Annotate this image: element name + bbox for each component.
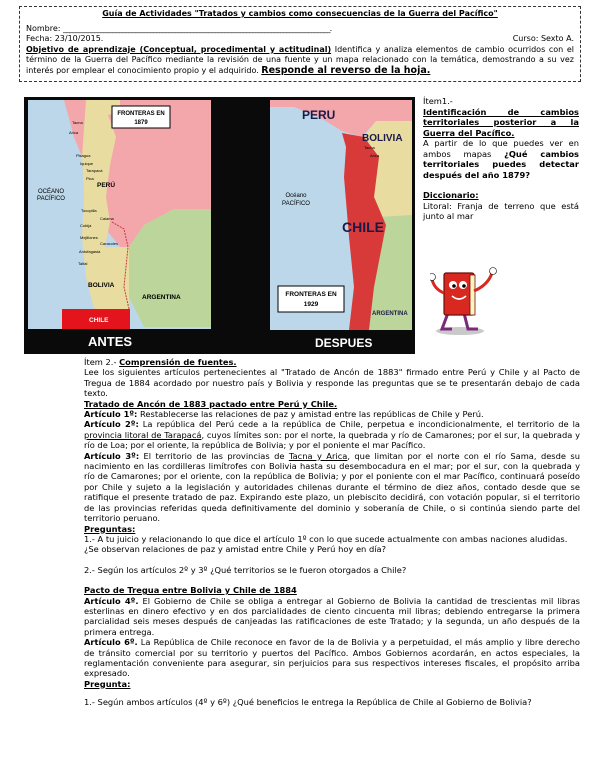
item2-section bbox=[84, 357, 580, 708]
city-calama-left: Calama bbox=[100, 216, 114, 221]
ocean-label-left-2: PACÍFICO bbox=[37, 196, 65, 202]
city-mejillones-left: Mejillones bbox=[80, 235, 98, 240]
article-3-label: Artículo 3º: bbox=[84, 450, 140, 461]
name-row bbox=[26, 24, 574, 35]
map-1929 bbox=[270, 100, 412, 352]
city-tacna-left: Tacna bbox=[72, 120, 83, 125]
peru-label-right: PERU bbox=[302, 108, 336, 122]
article-4-text: El Gobierno de Chile se obliga a entregar al Gobierno de Bolivia la cantidad de trescientas mil libras esterlinas en dinero efectivo y en dos parcialidades de ciento cincuenta mil libras; debiendo entregarse la primera parcialidad seis meses después de canjeadas las ratificaciones de este Tratado; y la segunda, un año después de la primera entrega. bbox=[84, 595, 581, 637]
item2-heading: Comprensión de fuentes. bbox=[119, 357, 237, 367]
worksheet-title: Guía de Actividades "Tratados y cambios como consecuencias de la Guerra del Pacífico" bbox=[102, 9, 498, 18]
frontier-1929-year: 1929 bbox=[303, 301, 319, 308]
peru-label-left: PERÚ bbox=[97, 182, 116, 189]
bolivia-label-left: BOLIVIA bbox=[88, 282, 115, 289]
map-1879 bbox=[28, 100, 211, 352]
objective-text: Identifica y analiza elementos de cambio ocurridos con el término de la Guerra del Pacífico mediante la revisión de una fuente y un mapa relacionado con la temática, demostrando a su vez interés por emplear el conocimiento propio y el adquirido. bbox=[26, 44, 574, 75]
article-3-text-b: , que limitan por el norte con el río Sama, desde su nacimiento en las cordilleras limítrofes con Bolivia hasta su desembocadura en el mar; por el sur, con la quebrada y río de Camarones; por el oriente, con la república de Bolivia; y por el poniente con el mar Pacífico, continuará poseído por Chile y sujeto a la legislación y autoridades chilenas durante el término de diez años, contado desde que se ratifique el presente tratado de paz. Expirando este plazo, un plebiscito decidirá, con votación popular, si el territorio de las provincias referidas queda definitivamente del dominio y soberanía de Chile, o si continúa siendo parte del territorio peruano. bbox=[84, 450, 581, 524]
item2-intro: Lee los siguientes artículos pertenecientes al "Tratado de Ancón de 1883" firmado entre Perú y Chile y al Pacto de Tregua de 1884 acordado por nuestro país y Bolivia y responde las preguntas que se te presentarán debajo de cada texto. bbox=[84, 367, 580, 399]
course-label: Curso: Sexto A. bbox=[512, 34, 574, 44]
question-1: 1.- A tu juicio y relacionando lo que dice el artículo 1º con lo que sucede actualmente con ambas naciones aludidas. ¿Se observan relaciones de paz y amistad entre Chile y Perú hoy en día? bbox=[84, 533, 568, 555]
city-tarapaca-left: Tarapacá bbox=[86, 168, 103, 173]
article-4-label: Artículo 4º. bbox=[84, 595, 139, 606]
ocean-label-left-1: OCÉANO bbox=[37, 189, 65, 195]
article-3-text-a: El territorio de las provincias de bbox=[139, 450, 289, 461]
item2-heading-line bbox=[84, 357, 580, 367]
argentina-label-left: ARGENTINA bbox=[142, 294, 181, 301]
preguntas-label: Preguntas: bbox=[84, 523, 136, 534]
city-cobija-left: Cobija bbox=[80, 223, 92, 228]
ocean-label-right-1: Océano bbox=[285, 193, 307, 199]
maps-svg bbox=[24, 97, 415, 354]
maps-figure bbox=[24, 97, 415, 354]
article-2-text-b: , cuyos límites son: por el norte, la quebrada y río de Camarones; por el sur, la quebrada y río de Loa; por el oriente, la república de Bolivia; y por el poniente el mar Pacífico. bbox=[84, 429, 580, 451]
item1-heading: Identificación de cambios territoriales posterior a la Guerra del Pacífico. bbox=[423, 106, 579, 138]
article-1 bbox=[84, 409, 580, 419]
activity-header bbox=[19, 6, 581, 82]
bolivia-label-right: BOLIVIA bbox=[362, 133, 403, 144]
question-3: 1.- Según ambos artículos (4º y 6º) ¿Qué beneficios le entrega la República de Chile al Gobierno de Bolivia? bbox=[84, 697, 532, 708]
item1-question: ¿Qué cambios territoriales puedes detectar después del año 1879? bbox=[423, 148, 579, 180]
name-label: Nombre: bbox=[26, 23, 61, 33]
tratado-title: Tratado de Ancón de 1883 pactado entre Perú y Chile. bbox=[84, 398, 338, 409]
item1-label: Ítem1.- bbox=[423, 96, 453, 106]
city-caracoles-left: Caracoles bbox=[100, 241, 119, 246]
ocean-label-right-2: PACÍFICO bbox=[282, 201, 310, 207]
article-2 bbox=[84, 419, 580, 450]
city-iquique-left: Iquique bbox=[80, 161, 94, 166]
respond-instruction: Responde al reverso de la hoja. bbox=[261, 64, 431, 76]
chile-label-left: CHILE bbox=[89, 317, 109, 324]
city-tacna-right: Tacna bbox=[364, 145, 375, 150]
item1-column bbox=[423, 96, 579, 222]
argentina-label-right: ARGENTINA bbox=[372, 311, 408, 317]
article-3 bbox=[84, 451, 580, 524]
frontier-1879-label: FRONTERAS EN bbox=[117, 111, 165, 117]
article-6 bbox=[84, 637, 580, 679]
article-2-text-a: La república del Perú cede a la república de Chile, perpetua e incondicionalmente, el territorio de la bbox=[138, 419, 580, 430]
tacna-arica-link[interactable]: Tacna y Arica bbox=[288, 450, 348, 461]
city-tocopilla-left: Tocopilla bbox=[81, 208, 97, 213]
item1-instruction bbox=[423, 138, 579, 180]
objective-paragraph bbox=[26, 45, 574, 77]
objective-label: Objetivo de aprendizaje (Conceptual, procedimental y actitudinal) bbox=[26, 44, 332, 54]
article-2-label: Artículo 2º: bbox=[84, 419, 139, 430]
frontier-box-1929 bbox=[278, 286, 344, 312]
city-taltal-left: Taltal bbox=[78, 261, 88, 266]
article-6-label: Artículo 6º. bbox=[84, 637, 138, 648]
date-course-row bbox=[26, 34, 574, 45]
city-pica-left: Pica bbox=[86, 176, 94, 181]
name-line: ______________________________________________________________________________________. bbox=[63, 23, 332, 33]
despues-label: DESPUES bbox=[315, 336, 373, 350]
pacto-title: Pacto de Tregua entre Bolivia y Chile de 1884 bbox=[84, 585, 297, 596]
city-antofagasta-left: Antofagasta bbox=[79, 249, 101, 254]
frontier-1929-label: FRONTERAS EN bbox=[285, 291, 337, 298]
question-2: 2.- Según los artículos 2º y 3º ¿Qué territorios se le fueron otorgados a Chile? bbox=[84, 564, 407, 575]
chile-label-right: CHILE bbox=[342, 219, 384, 235]
date-label: Fecha: 23/10/2015. bbox=[26, 34, 104, 44]
article-4 bbox=[84, 596, 580, 638]
frontier-1879-year: 1879 bbox=[134, 120, 148, 126]
article-6-text: La República de Chile reconoce en favor de la de Bolivia y a perpetuidad, el más amplio y libre derecho de tránsito comercial por su territorio y puertos del Pacífico. Ambos Gobiernos acordarán, en actos especiales, la reglamentación conveniente para asegurar, sin perjuicios para sus respectivos intereses fiscales, el propósito arriba expresado. bbox=[84, 637, 580, 679]
item2-label: Ítem 2.- bbox=[84, 357, 120, 367]
dictionary-label: Diccionario: bbox=[423, 190, 479, 200]
tarapaca-link[interactable]: provincia litoral de Tarapacá bbox=[84, 429, 202, 440]
city-arica-right: Arica bbox=[370, 153, 380, 158]
antes-label: ANTES bbox=[88, 334, 133, 349]
dictionary-text: Litoral: Franja de terreno que está junto al mar bbox=[423, 200, 579, 221]
city-arica-left: Arica bbox=[69, 130, 79, 135]
item1-text: A partir de lo que puedes ver en ambos mapas bbox=[423, 138, 579, 159]
article-1-text: Restablecerse las relaciones de paz y amistad entre las repúblicas de Chile y Perú. bbox=[137, 409, 484, 420]
city-pisagua-left: Pisagua bbox=[76, 153, 91, 158]
article-1-label: Artículo 1º: bbox=[84, 409, 138, 420]
pregunta-label: Pregunta: bbox=[84, 678, 131, 689]
book-mascot-icon bbox=[430, 265, 510, 337]
